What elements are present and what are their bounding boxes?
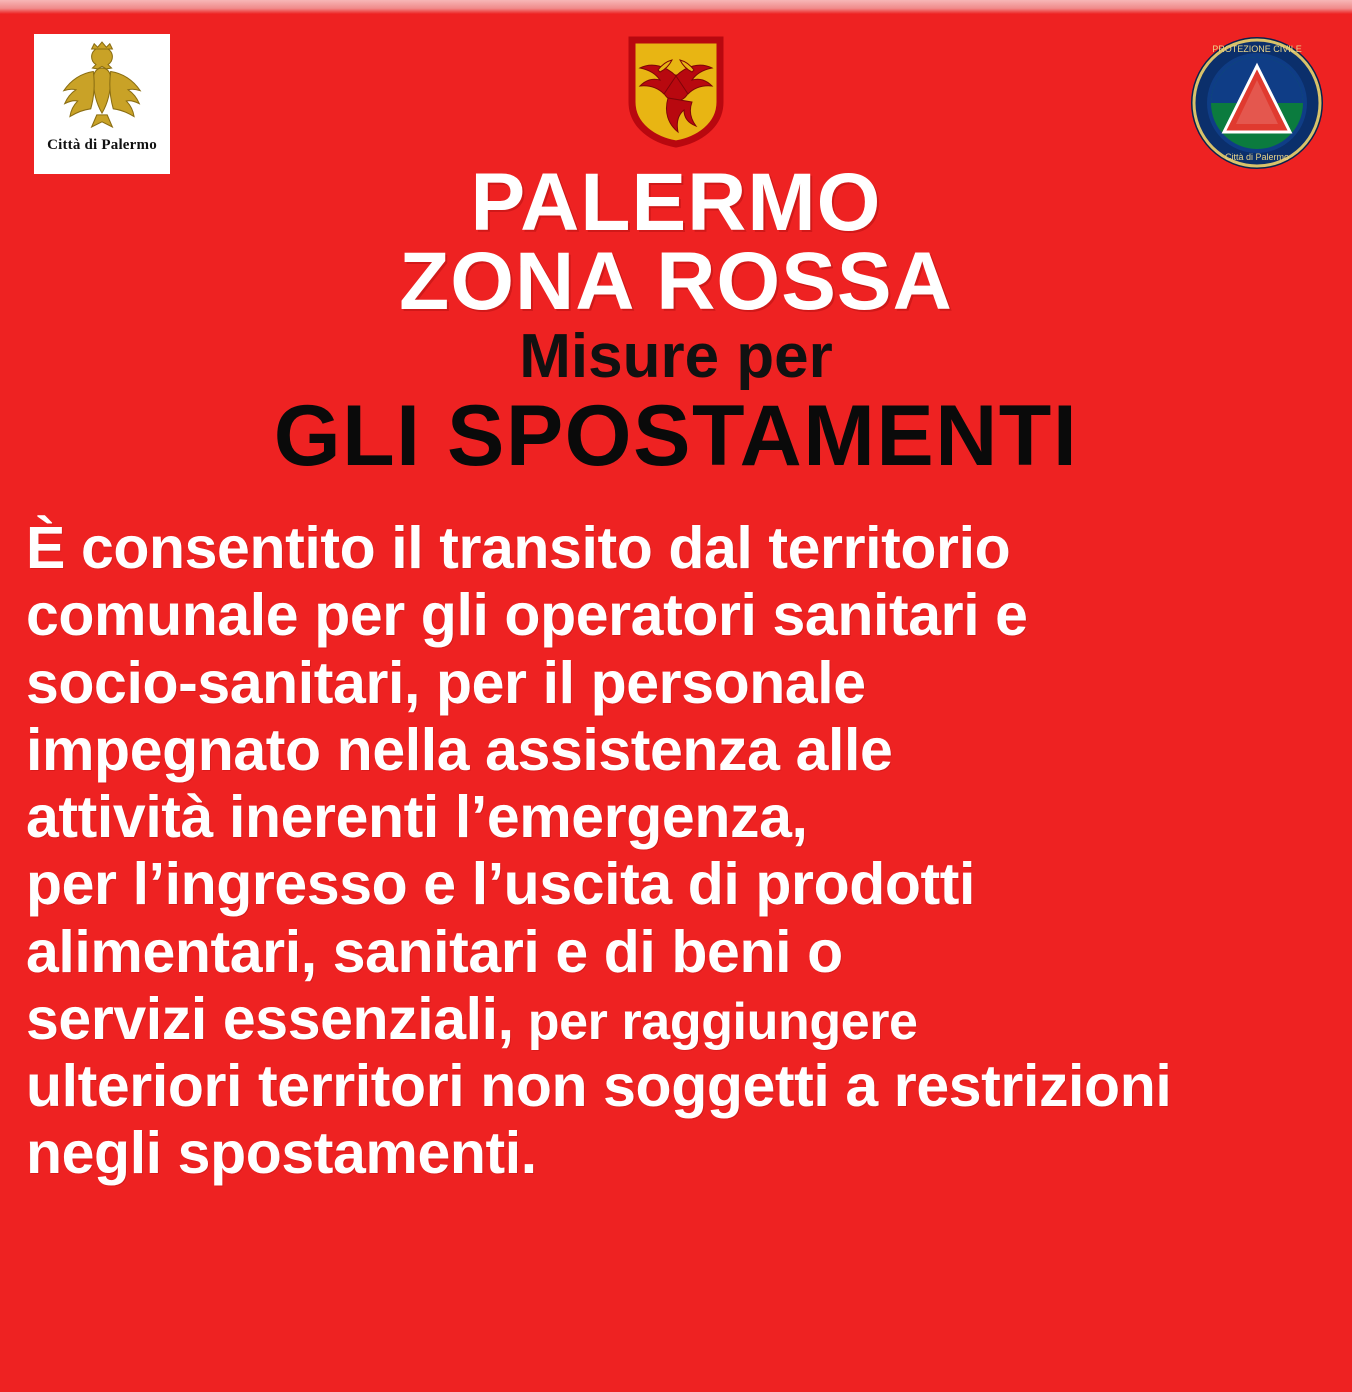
body-line-3: socio-sanitari, per il personale (26, 649, 866, 716)
title-line-gli-spostamenti: GLI SPOSTAMENTI (273, 387, 1079, 484)
body-line-8 (26, 986, 1328, 1053)
title-line-zona-rossa: ZONA ROSSA (399, 235, 953, 327)
svg-text:Città di Palermo: Città di Palermo (1224, 152, 1290, 162)
body-line-5: attività inerenti l’emergenza, (26, 784, 808, 851)
body-line-8-rest: per raggiungere (513, 992, 918, 1051)
body-line-1: È consentito il transito dal territorio (26, 515, 1011, 582)
body-line-9: ulteriori territori non soggetti a restrizioni (26, 1053, 1172, 1120)
body-line-4: impegnato nella assistenza alle (26, 716, 893, 783)
regione-siciliana-shield-icon (628, 36, 724, 148)
title-line-palermo: PALERMO (470, 157, 882, 248)
protezione-civile-emblem-icon (1190, 36, 1324, 170)
title-line-misure-per: Misure per (519, 322, 833, 392)
body-line-2: comunale per gli operatori sanitari e (26, 582, 1028, 649)
body-line-6: per l’ingresso e l’uscita di prodotti (26, 851, 976, 918)
body-line-10: negli spostamenti. (26, 1120, 537, 1187)
eagle-icon (50, 40, 154, 136)
body-line-7: alimentari, sanitari e di beni o (26, 918, 843, 985)
body-line-8-strong: servizi essenziali, (26, 985, 514, 1052)
poster-body-text (26, 515, 1328, 1188)
poster-header (0, 0, 1352, 172)
svg-text:PROTEZIONE CIVILE: PROTEZIONE CIVILE (1212, 44, 1302, 54)
citta-di-palermo-caption: Città di Palermo (47, 137, 157, 153)
citta-di-palermo-emblem (34, 34, 170, 174)
